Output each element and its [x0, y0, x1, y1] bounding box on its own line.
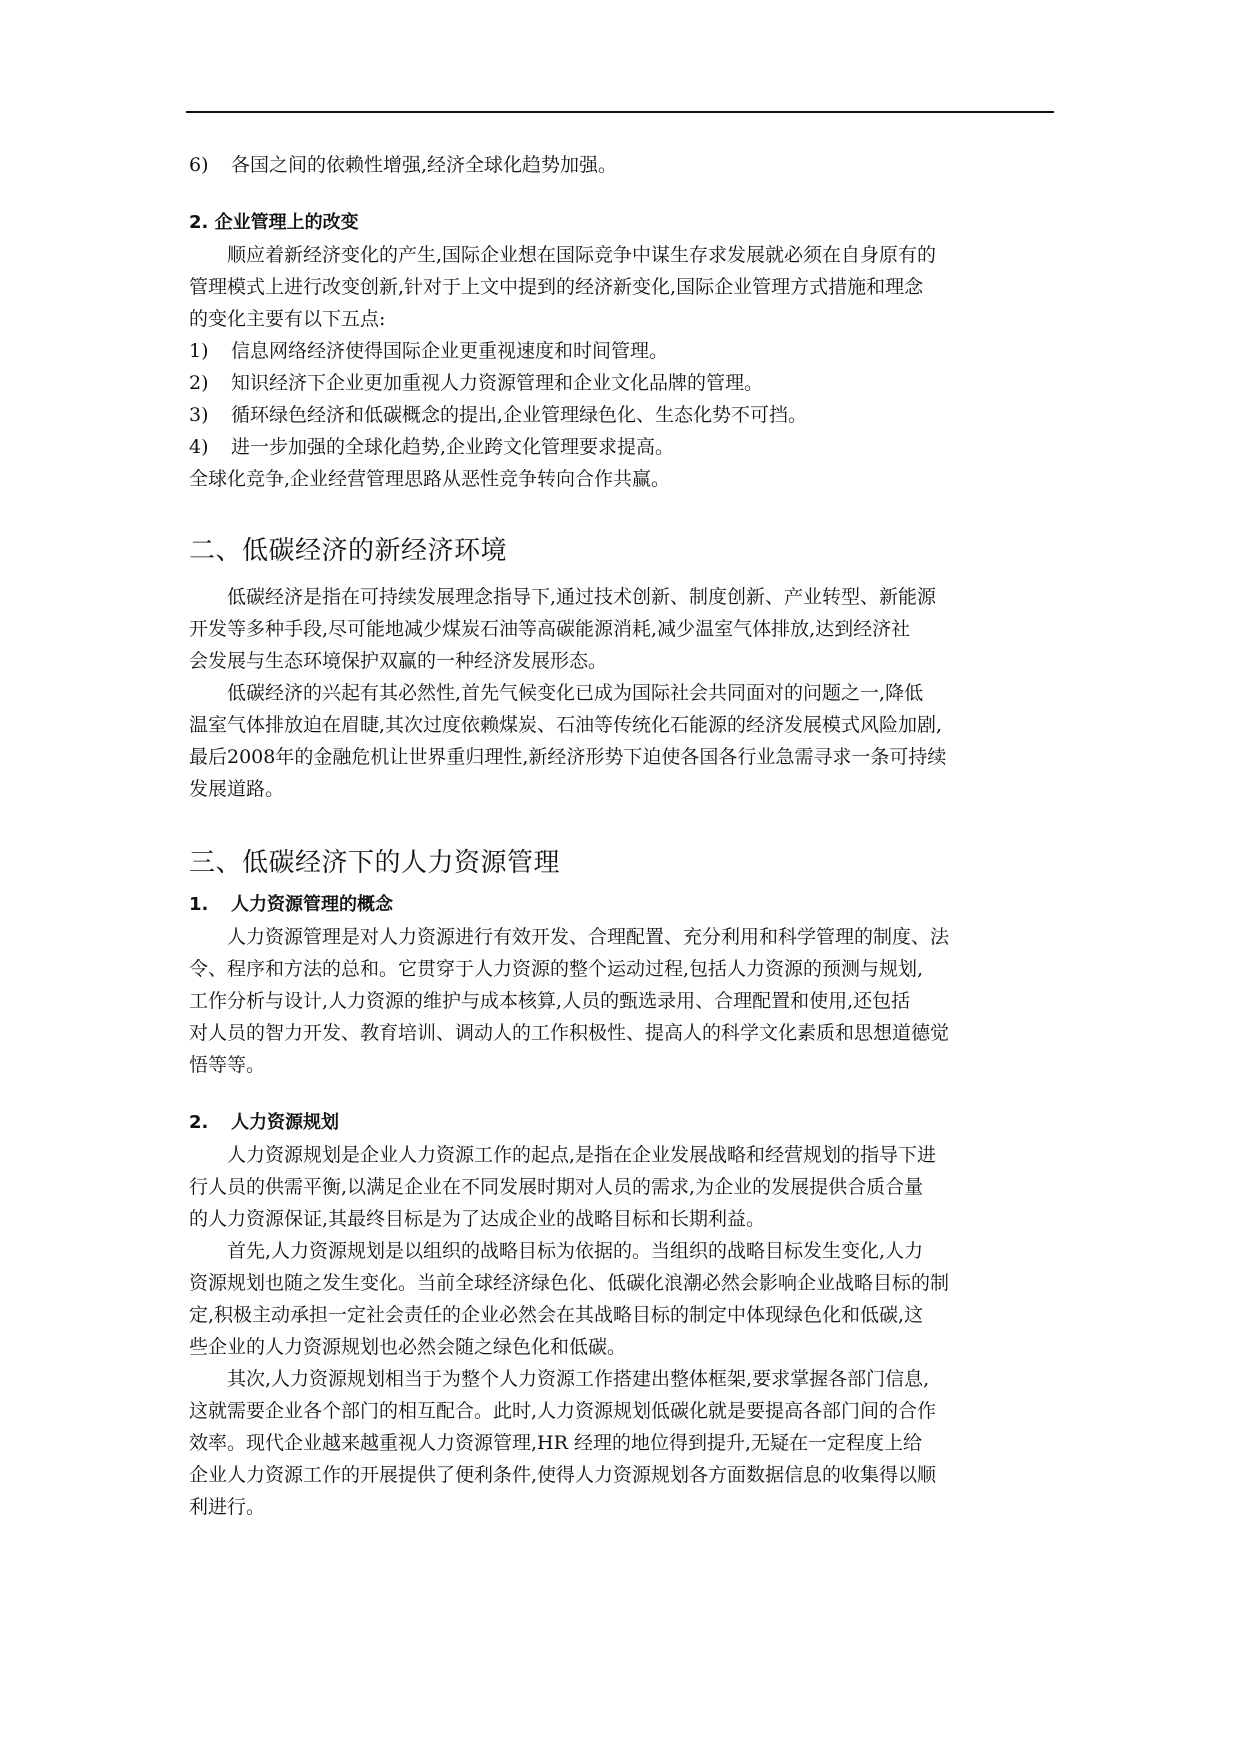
paragraph-line: 发展道路。 [189, 778, 285, 800]
list-number: 3) [189, 404, 209, 426]
list-number: 4) [189, 436, 209, 458]
paragraph-line: 低碳经济是指在可持续发展理念指导下,通过技术创新、制度创新、产业转型、新能源 [227, 586, 937, 608]
paragraph [189, 581, 1057, 677]
list-text: 循环绿色经济和低碳概念的提出,企业管理绿色化、生态化势不可挡。 [231, 404, 808, 426]
list-number: 2) [189, 372, 209, 394]
paragraph-line: 利进行。 [189, 1496, 266, 1518]
section-number: 1. [189, 894, 209, 915]
section-title: 人力资源管理的概念 [231, 894, 393, 915]
paragraph-line: 首先,人力资源规划是以组织的战略目标为依据的。当组织的战略目标发生变化,人力 [227, 1240, 924, 1262]
chapter-heading: 二、低碳经济的新经济环境 [189, 536, 508, 566]
section-heading: 2. 企业管理上的改变 [189, 212, 359, 233]
list-text: 进一步加强的全球化趋势,企业跨文化管理要求提高。 [231, 436, 675, 458]
list-text: 知识经济下企业更加重视人力资源管理和企业文化品牌的管理。 [231, 372, 764, 394]
paragraph-line: 全球化竞争,企业经营管理思路从恶性竞争转向合作共赢。 [189, 468, 671, 490]
paragraph [189, 921, 1057, 1081]
paragraph-line: 温室气体排放迫在眉睫,其次过度依赖煤炭、石油等传统化石能源的经济发展模式风险加剧, [189, 714, 943, 736]
list-number: 6) [189, 154, 209, 176]
paragraph-line: 悟等等。 [189, 1054, 266, 1076]
list-item [189, 431, 1057, 463]
paragraph-line: 管理模式上进行改变创新,针对于上文中提到的经济新变化,国际企业管理方式措施和理念 [189, 276, 924, 298]
paragraph-line: 的人力资源保证,其最终目标是为了达成企业的战略目标和长期利益。 [189, 1208, 766, 1230]
paragraph-line: 其次,人力资源规划相当于为整个人力资源工作搭建出整体框架,要求掌握各部门信息, [227, 1368, 930, 1390]
paragraph-line: 对人员的智力开发、教育培训、调动人的工作积极性、提高人的科学文化素质和思想道德觉 [189, 1022, 950, 1044]
section-number: 2. [189, 1112, 209, 1133]
paragraph [189, 1139, 1057, 1235]
paragraph-line: 会发展与生态环境保护双赢的一种经济发展形态。 [189, 650, 608, 672]
list-item [189, 149, 1057, 181]
section-title: 人力资源规划 [231, 1112, 339, 1133]
paragraph-line: 顺应着新经济变化的产生,国际企业想在国际竞争中谋生存求发展就必须在自身原有的 [227, 244, 937, 266]
paragraph-line: 效率。现代企业越来越重视人力资源管理,HR 经理的地位得到提升,无疑在一定程度上给 [189, 1432, 922, 1454]
paragraph [189, 1363, 1057, 1523]
paragraph-line: 工作分析与设计,人力资源的维护与成本核算,人员的甄选录用、合理配置和使用,还包括 [189, 990, 911, 1012]
section-heading [189, 889, 1057, 921]
document-body [189, 149, 1057, 1523]
list-text: 信息网络经济使得国际企业更重视速度和时间管理。 [231, 340, 669, 362]
paragraph-line: 最后2008年的金融危机让世界重归理性,新经济形势下迫使各国各行业急需寻求一条可持续 [189, 746, 947, 768]
paragraph-line: 资源规划也随之发生变化。当前全球经济绿色化、低碳化浪潮必然会影响企业战略目标的制 [189, 1272, 950, 1294]
paragraph [189, 1235, 1057, 1363]
chapter-heading: 三、低碳经济下的人力资源管理 [189, 848, 561, 878]
paragraph [189, 239, 1057, 335]
paragraph-line: 定,积极主动承担一定社会责任的企业必然会在其战略目标的制定中体现绿色化和低碳,这 [189, 1304, 924, 1326]
paragraph-line: 行人员的供需平衡,以满足企业在不同发展时期对人员的需求,为企业的发展提供合质合量 [189, 1176, 924, 1198]
paragraph-line: 人力资源规划是企业人力资源工作的起点,是指在企业发展战略和经营规划的指导下进 [227, 1144, 937, 1166]
list-number: 1) [189, 340, 209, 362]
paragraph-line: 这就需要企业各个部门的相互配合。此时,人力资源规划低碳化就是要提高各部门间的合作 [189, 1400, 937, 1422]
header-rule [186, 111, 1054, 113]
paragraph-line: 些企业的人力资源规划也必然会随之绿色化和低碳。 [189, 1336, 627, 1358]
paragraph-line: 低碳经济的兴起有其必然性,首先气候变化已成为国际社会共同面对的问题之一,降低 [227, 682, 924, 704]
paragraph-line: 企业人力资源工作的开展提供了便利条件,使得人力资源规划各方面数据信息的收集得以顺 [189, 1464, 937, 1486]
list-item [189, 399, 1057, 431]
paragraph [189, 677, 1057, 805]
list-item [189, 335, 1057, 367]
paragraph-line: 的变化主要有以下五点: [189, 308, 386, 330]
list-item [189, 367, 1057, 399]
section-heading [189, 1107, 1057, 1139]
paragraph-line: 令、程序和方法的总和。它贯穿于人力资源的整个运动过程,包括人力资源的预测与规划, [189, 958, 924, 980]
paragraph-line: 人力资源管理是对人力资源进行有效开发、合理配置、充分利用和科学管理的制度、法 [227, 926, 950, 948]
paragraph-line: 开发等多种手段,尽可能地减少煤炭石油等高碳能源消耗,减少温室气体排放,达到经济社 [189, 618, 911, 640]
list-text: 各国之间的依赖性增强,经济全球化趋势加强。 [231, 154, 618, 176]
